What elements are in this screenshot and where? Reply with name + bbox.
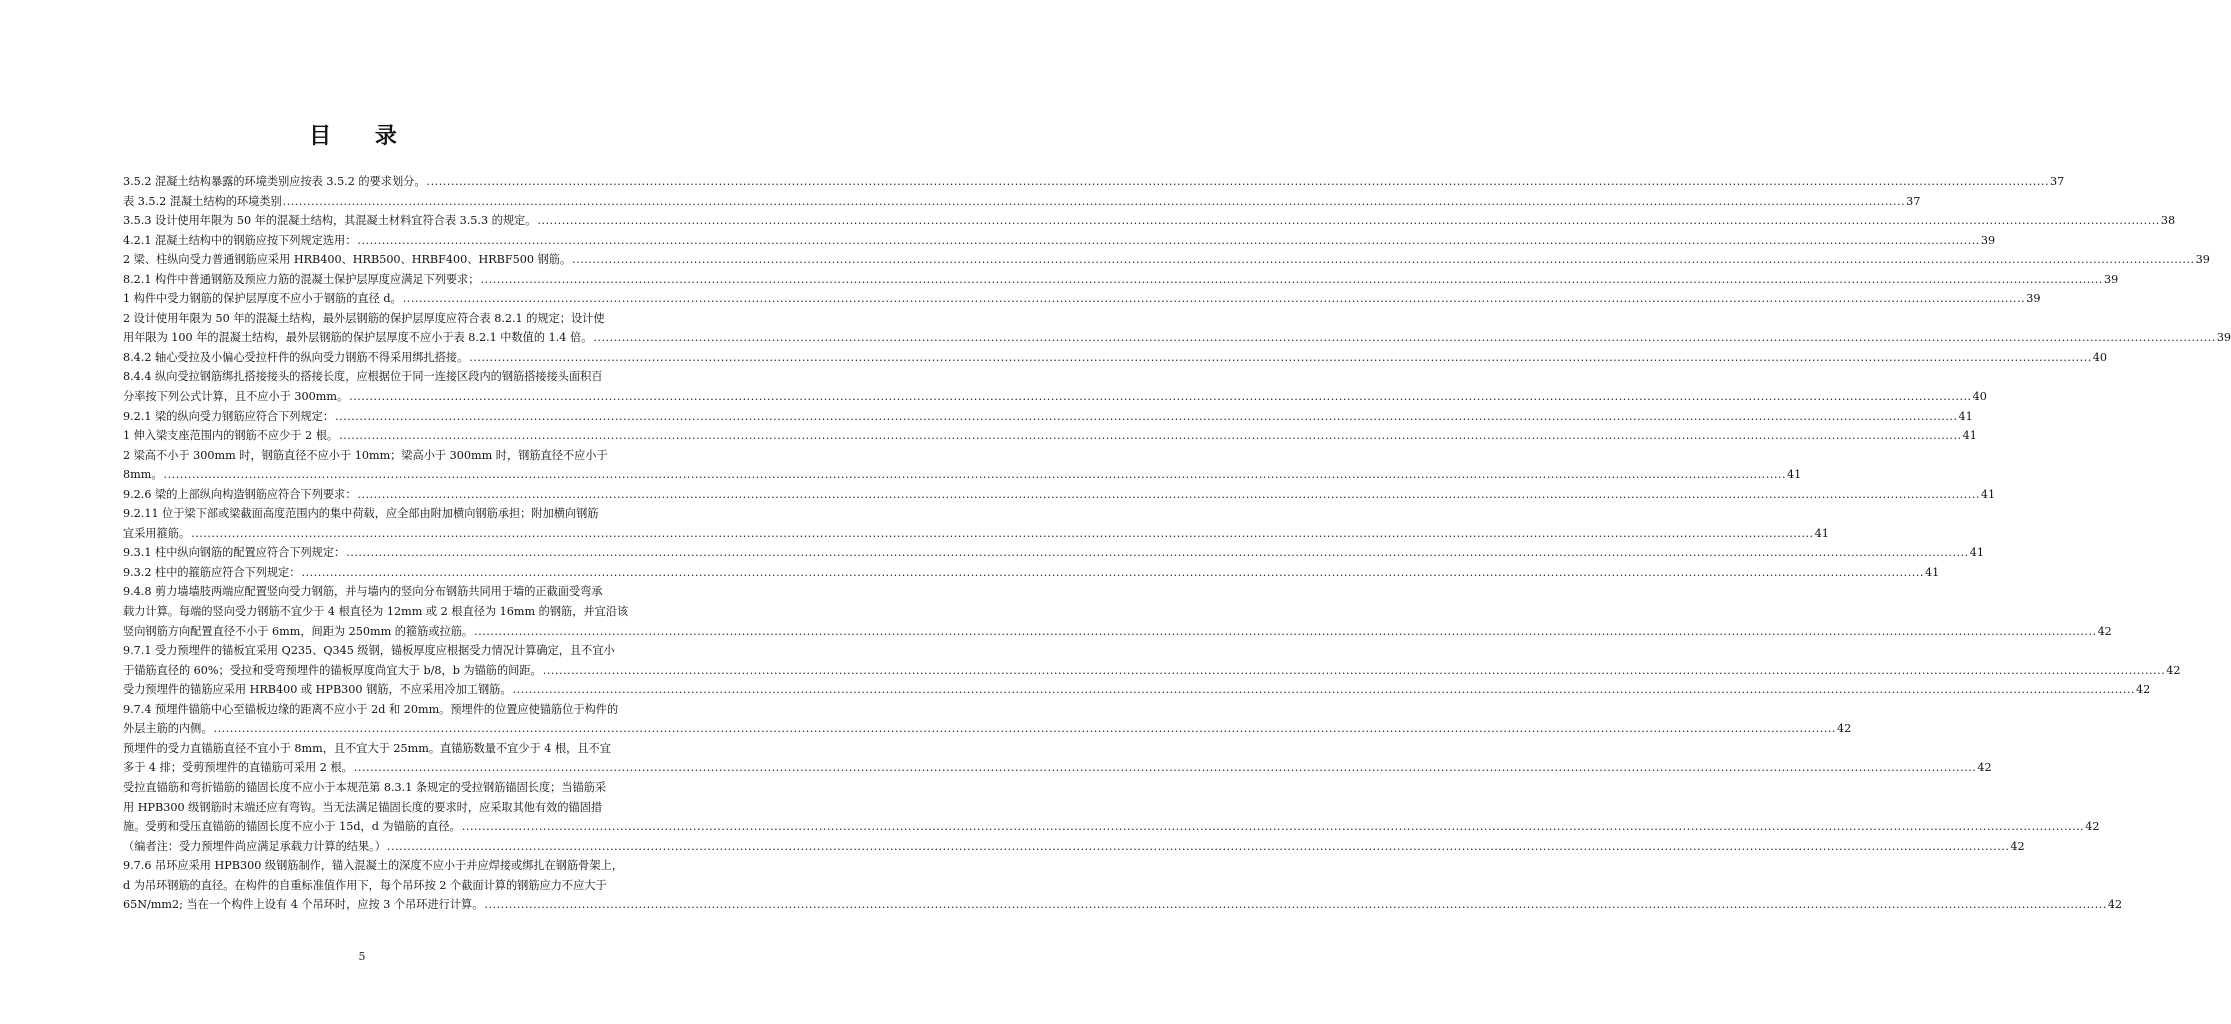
dot-leader: ................................................................................................................................................................................................................................................................................................................................................................................................................ [191, 526, 1814, 540]
toc-entry-text: 宜采用箍筋。 [123, 526, 191, 540]
toc-entry-page: 37 [2050, 175, 2065, 188]
toc-entry-text: 9.2.1 梁的纵向受力钢筋应符合下列规定： [123, 409, 335, 423]
toc-entry[interactable] [123, 485, 1996, 505]
table-of-contents [123, 172, 2231, 915]
toc-entry-page: 41 [1962, 429, 1977, 443]
dot-leader: ................................................................................................................................................................................................................................................................................................................................................................................................................ [301, 565, 1924, 579]
toc-entry-text: 65N/mm2; 当在一个构件上设有 4 个吊环时，应按 3 个吊环进行计算。 [123, 898, 484, 912]
dot-leader: ................................................................................................................................................................................................................................................................................................................................................................................................................ [402, 292, 2026, 306]
toc-entry[interactable] [123, 289, 2041, 309]
toc-entry-text: 施。受剪和受压直锚筋的锚固长度不应小于 15d，d 为锚筋的直径。 [123, 820, 461, 834]
dot-leader: ................................................................................................................................................................................................................................................................................................................................................................................................................ [484, 898, 2107, 912]
toc-entry[interactable] [123, 680, 2151, 700]
toc-entry-text: 3.5.2 混凝土结构暴露的环境类别应按表 3.5.2 的要求划分。 [123, 175, 426, 188]
toc-entry-text: 分率按下列公式计算，且不应小于 300mm。 [123, 390, 349, 404]
dot-leader: ................................................................................................................................................................................................................................................................................................................................................................................................................ [346, 546, 1969, 560]
toc-entry[interactable] [123, 407, 1973, 427]
toc-entry-page: 39 [2216, 331, 2231, 345]
toc-entry[interactable] [123, 192, 1921, 212]
toc-entry-text: 8.4.2 轴心受拉及小偏心受拉杆件的纵向受力钢筋不得采用绑扎搭接。 [123, 350, 469, 364]
dot-leader: ................................................................................................................................................................................................................................................................................................................................................................................................................ [537, 214, 2160, 228]
toc-entry-text: 9.3.1 柱中纵向钢筋的配置应符合下列规定： [123, 546, 346, 560]
toc-entry-text: 于锚筋直径的 60%；受拉和受弯预埋件的锚板厚度尚宜大于 b/8，b 为锚筋的间距。 [123, 663, 542, 677]
dot-leader: ................................................................................................................................................................................................................................................................................................................................................................................................................ [213, 722, 1836, 736]
toc-entry-page: 41 [1958, 409, 1973, 423]
toc-entry-page: 41 [1980, 487, 1996, 501]
toc-entry-text: 9.7.4 预埋件锚筋中心至锚板边缘的距离不应小于 2d 和 20mm。预埋件的位置应使锚筋位于构件的 [123, 702, 619, 716]
toc-entry-text: 表 3.5.2 混凝土结构的环境类别 [123, 194, 282, 208]
dot-leader: ................................................................................................................................................................................................................................................................................................................................................................................................................ [461, 820, 2085, 834]
toc-entry[interactable] [123, 446, 1802, 485]
toc-entry[interactable] [123, 563, 1940, 583]
toc-entry[interactable] [123, 778, 2100, 837]
toc-entry-text: 9.3.2 柱中的箍筋应符合下列规定： [123, 565, 301, 579]
toc-entry[interactable] [123, 739, 1992, 778]
toc-entry-page: 42 [2166, 663, 2181, 677]
toc-entry-text: 1 构件中受力钢筋的保护层厚度不应小于钢筋的直径 d。 [123, 292, 402, 306]
toc-entry-text: 竖向钢筋方向配置直径不小于 6mm，间距为 250mm 的箍筋或拉筋。 [123, 624, 474, 638]
toc-entry[interactable] [123, 250, 2210, 270]
toc-entry-page: 39 [1980, 233, 1996, 247]
toc-entry[interactable] [123, 641, 2181, 680]
toc-entry-page: 37 [1906, 194, 1921, 208]
toc-entry-text: 1 伸入梁支座范围内的钢筋不应少于 2 根。 [123, 429, 339, 443]
toc-entry-text: 载力计算。每端的竖向受力钢筋不宜少于 4 根直径为 12mm 或 2 根直径为 16mm 的钢筋，并宜沿该 [123, 605, 629, 619]
toc-entry[interactable] [123, 211, 2176, 231]
dot-leader: ................................................................................................................................................................................................................................................................................................................................................................................................................ [163, 468, 1787, 482]
toc-entry-text: 2 梁高不小于 300mm 时，钢筋直径不应小于 10mm；梁高小于 300mm 时，钢筋直径不应小于 [123, 448, 608, 462]
dot-leader: ................................................................................................................................................................................................................................................................................................................................................................................................................ [357, 233, 1980, 247]
toc-entry-page: 39 [2195, 253, 2210, 267]
toc-entry-page: 40 [2092, 350, 2108, 364]
toc-entry-page: 39 [2103, 272, 2119, 286]
dot-leader: ................................................................................................................................................................................................................................................................................................................................................................................................................ [349, 390, 1972, 404]
toc-entry-page: 42 [2097, 624, 2112, 638]
toc-entry-text: （编者注：受力预埋件尚应满足承载力计算的结果。） [123, 839, 386, 853]
dot-leader: ................................................................................................................................................................................................................................................................................................................................................................................................................ [357, 487, 1980, 501]
toc-entry[interactable] [123, 348, 2108, 368]
toc-entry[interactable] [123, 367, 1987, 406]
dot-leader: ................................................................................................................................................................................................................................................................................................................................................................................................................ [512, 683, 2136, 697]
toc-entry-page: 39 [2026, 292, 2041, 306]
toc-entry-text: 外层主筋的内侧。 [123, 722, 213, 736]
toc-entry-text: 用 HPB300 级钢筋时末端还应有弯钩。当无法满足锚固长度的要求时，应采取其他有效的锚固措 [123, 800, 603, 814]
toc-entry-text: 8mm。 [123, 468, 163, 482]
toc-entry-page: 41 [1787, 468, 1802, 482]
toc-entry-page: 42 [2085, 820, 2100, 834]
toc-entry-page: 41 [1814, 526, 1829, 540]
toc-entry[interactable] [123, 270, 2119, 290]
toc-entry-text: 8.4.4 纵向受拉钢筋绑扎搭接接头的搭接长度，应根据位于同一连接区段内的钢筋搭接接头面积百 [123, 370, 603, 384]
toc-entry-page: 42 [2010, 839, 2025, 853]
toc-entry-page: 38 [2160, 214, 2176, 228]
toc-entry-text: 8.2.1 构件中普通钢筋及预应力筋的混凝土保护层厚度应满足下列要求； [123, 272, 480, 286]
dot-leader: ................................................................................................................................................................................................................................................................................................................................................................................................................ [480, 272, 2103, 286]
dot-leader: ................................................................................................................................................................................................................................................................................................................................................................................................................ [353, 761, 1977, 775]
dot-leader: ................................................................................................................................................................................................................................................................................................................................................................................................................ [542, 663, 2166, 677]
toc-entry[interactable] [123, 837, 2025, 857]
toc-entry-text: 受力预埋件的锚筋应采用 HRB400 或 HPB300 钢筋，不应采用冷加工钢筋。 [123, 683, 512, 697]
toc-entry-page: 42 [2136, 683, 2151, 697]
toc-entry-text: d 为吊环钢筋的直径。在构件的自重标准值作用下，每个吊环按 2 个截面计算的钢筋应力不应大于 [123, 878, 607, 892]
toc-entry-text: 预埋件的受力直锚筋直径不宜小于 8mm，且不宜大于 25mm。直锚筋数量不宜少于 4 根，且不宜 [123, 741, 611, 755]
toc-entry[interactable] [123, 172, 2065, 192]
toc-entry-text: 2 设计使用年限为 50 年的混凝土结构，最外层钢筋的保护层厚度应符合表 8.2.1 的规定；设计使 [123, 311, 605, 325]
toc-entry-page: 42 [1837, 722, 1852, 736]
toc-entry-text: 9.7.1 受力预埋件的锚板宜采用 Q235、Q345 级钢，锚板厚度应根据受力情况计算确定，且不宜小 [123, 644, 615, 658]
dot-leader: ................................................................................................................................................................................................................................................................................................................................................................................................................ [593, 331, 2216, 345]
page-number: 5 [358, 950, 366, 963]
toc-entry-text: 9.2.6 梁的上部纵向构造钢筋应符合下列要求： [123, 487, 357, 501]
toc-entry[interactable] [123, 426, 1977, 446]
toc-entry[interactable] [123, 504, 1829, 543]
toc-entry-text: 受拉直锚筋和弯折锚筋的锚固长度不应小于本规范第 8.3.1 条规定的受拉钢筋锚固长度；当锚筋采 [123, 780, 607, 794]
dot-leader: ................................................................................................................................................................................................................................................................................................................................................................................................................ [386, 839, 2010, 853]
dot-leader: ................................................................................................................................................................................................................................................................................................................................................................................................................ [335, 409, 1958, 423]
toc-entry-text: 用年限为 100 年的混凝土结构，最外层钢筋的保护层厚度不应小于表 8.2.1 中数值的 1.4 倍。 [123, 331, 593, 345]
toc-entry-page: 40 [1972, 390, 1987, 404]
toc-entry-text: 多于 4 排；受剪预埋件的直锚筋可采用 2 根。 [123, 761, 353, 775]
toc-entry[interactable] [123, 856, 2123, 915]
dot-leader: ................................................................................................................................................................................................................................................................................................................................................................................................................ [339, 429, 1962, 443]
toc-entry-page: 42 [2107, 898, 2123, 912]
toc-entry-text: 9.2.11 位于梁下部或梁截面高度范围内的集中荷载，应全部由附加横向钢筋承担；附加横向钢筋 [123, 507, 599, 521]
dot-leader: ................................................................................................................................................................................................................................................................................................................................................................................................................ [469, 350, 2092, 364]
toc-entry[interactable] [123, 700, 1852, 739]
toc-entry[interactable] [123, 231, 1996, 251]
toc-entry-text: 4.2.1 混凝土结构中的钢筋应按下列规定选用： [123, 233, 357, 247]
toc-entry-page: 41 [1969, 546, 1984, 560]
toc-entry-text: 2 梁、柱纵向受力普通钢筋应采用 HRB400、HRB500、HRBF400、HRBF500 钢筋。 [123, 253, 572, 267]
toc-entry-text: 9.4.8 剪力墙墙肢两端应配置竖向受力钢筋，并与墙内的竖向分布钢筋共同用于墙的正截面受弯承 [123, 585, 603, 599]
toc-entry[interactable] [123, 309, 2231, 348]
toc-entry-text: 9.7.6 吊环应采用 HPB300 级钢筋制作，锚入混凝土的深度不应小于并应焊接或绑扎在钢筋骨架上， [123, 859, 623, 873]
dot-leader: ................................................................................................................................................................................................................................................................................................................................................................................................................ [426, 175, 2050, 188]
toc-entry-page: 41 [1924, 565, 1940, 579]
toc-entry[interactable] [123, 582, 2112, 641]
dot-leader: ................................................................................................................................................................................................................................................................................................................................................................................................................ [572, 253, 2195, 267]
toc-entry[interactable] [123, 543, 1984, 563]
dot-leader: ................................................................................................................................................................................................................................................................................................................................................................................................................ [474, 624, 2097, 638]
toc-entry-text: 3.5.3 设计使用年限为 50 年的混凝土结构，其混凝土材料宜符合表 3.5.3 的规定。 [123, 214, 537, 228]
toc-title: 目 录 [309, 123, 415, 149]
toc-entry-page: 42 [1977, 761, 1992, 775]
dot-leader: ................................................................................................................................................................................................................................................................................................................................................................................................................ [282, 194, 1906, 208]
